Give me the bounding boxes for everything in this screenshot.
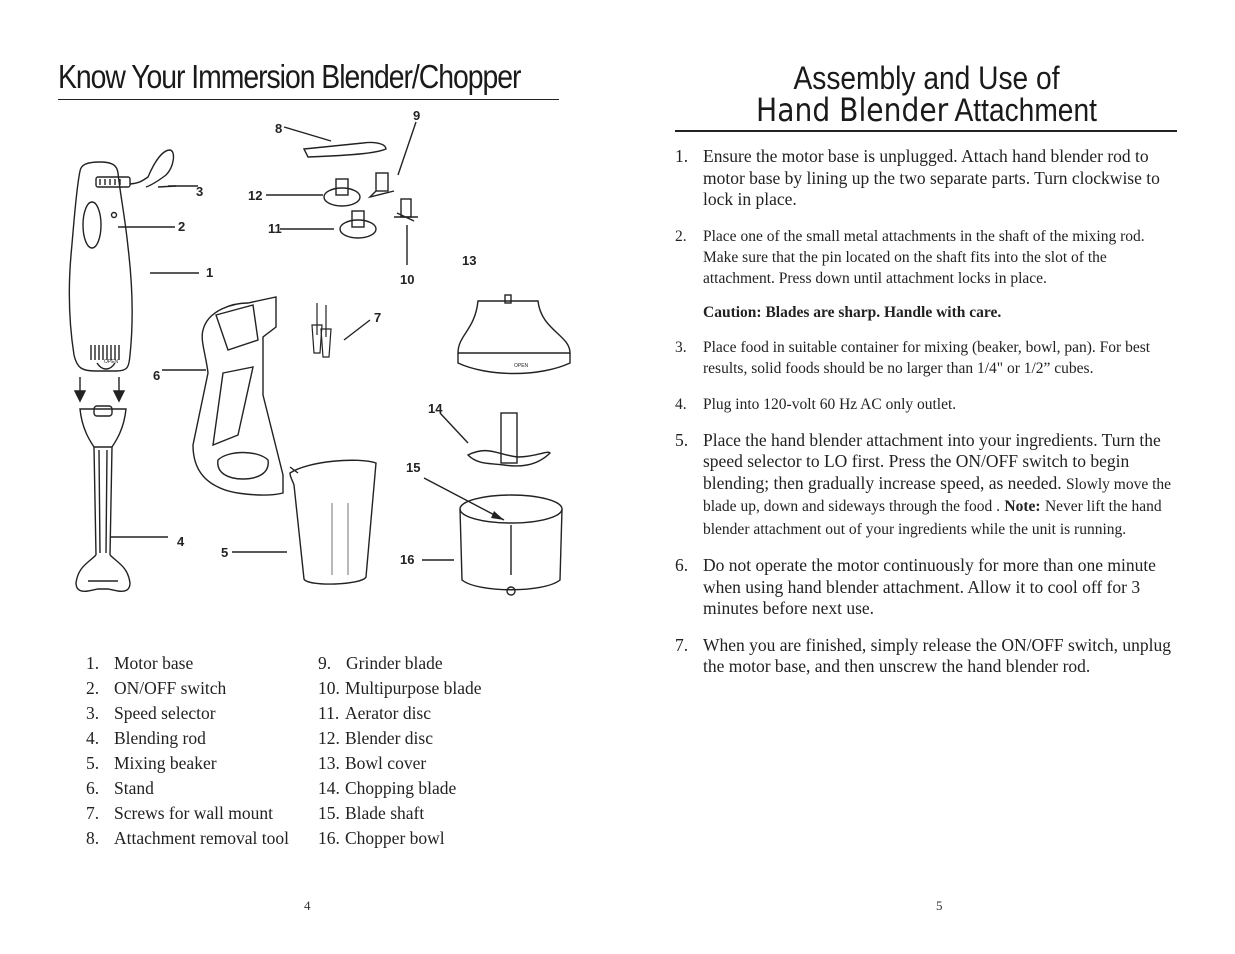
list-item: 4. Blending rod bbox=[86, 728, 206, 748]
screws-illustration bbox=[312, 303, 331, 357]
callout-14: 14 bbox=[428, 401, 443, 416]
list-item: 6. Stand bbox=[86, 778, 154, 798]
stand-illustration bbox=[193, 297, 283, 495]
callout-13: 13 bbox=[462, 253, 477, 268]
list-item: 4. Plug into 120-volt 60 Hz AC only outlet. bbox=[675, 395, 957, 413]
list-item: 7. Screws for wall mount bbox=[86, 803, 273, 823]
aerator-disc-illustration bbox=[340, 211, 376, 238]
title-rule bbox=[675, 130, 1177, 132]
attachment-tool-illustration bbox=[304, 142, 386, 157]
callout-12: 12 bbox=[248, 188, 263, 203]
callout-10: 10 bbox=[400, 272, 415, 287]
motor-open-text: OPEN bbox=[104, 359, 119, 365]
callout-9: 9 bbox=[413, 108, 421, 123]
callout-arrow-15 bbox=[424, 478, 504, 520]
callout-2: 2 bbox=[178, 219, 186, 234]
callout-11: 11 bbox=[268, 221, 282, 236]
page-title-emphasis: Hand Blender bbox=[756, 91, 949, 129]
page-number: 5 bbox=[936, 898, 943, 913]
callout-5: 5 bbox=[221, 545, 229, 560]
motor-base-illustration bbox=[69, 150, 176, 371]
list-item: 7. When you are finished, simply release the ON/OFF switch, unplug the motor base, and then unscrew the hand blender rod. bbox=[675, 634, 1172, 676]
arrows bbox=[75, 377, 124, 401]
blender-disc-illustration bbox=[324, 179, 360, 206]
list-item: 2. Place one of the small metal attachments in the shaft of the mixing rod. Make sure that the pin located on the shaft fits into the slot of the attachment. Press down until attachment locks in place. bbox=[675, 227, 1145, 287]
page-title-line-1: Assembly and Use of bbox=[793, 60, 1060, 96]
list-item: 16. Chopper bowl bbox=[318, 828, 445, 848]
list-item: 12. Blender disc bbox=[318, 728, 433, 748]
bowl-cover-illustration bbox=[458, 295, 570, 374]
chopping-blade-illustration bbox=[468, 413, 550, 466]
list-item: 6. Do not operate the motor continuously for more than one minute when using hand blender attachment. Allow it to cool off for 3 minutes before next use. bbox=[675, 555, 1156, 618]
list-item: 5. Mixing beaker bbox=[86, 753, 217, 773]
page-title-line-2: Hand Blender Attachment bbox=[756, 91, 1097, 129]
callout-4: 4 bbox=[177, 534, 185, 549]
list-item: 1. Ensure the motor base is unplugged. Attach hand blender rod to motor base by lining up the two separate parts. Turn clockwise to lock in place. bbox=[675, 146, 1160, 209]
page-number: 4 bbox=[304, 898, 311, 913]
caution-text: Caution: Blades are sharp. Handle with care. bbox=[703, 303, 1002, 321]
callout-15: 15 bbox=[406, 460, 421, 475]
callout-8: 8 bbox=[275, 121, 283, 136]
list-item: 3. Speed selector bbox=[86, 703, 216, 723]
chopper-bowl-illustration bbox=[460, 495, 562, 595]
list-item: 15. Blade shaft bbox=[318, 803, 425, 823]
parts-diagram bbox=[58, 105, 588, 605]
list-item: 10. Multipurpose blade bbox=[318, 678, 482, 698]
list-item: 13. Bowl cover bbox=[318, 753, 427, 773]
grinder-blade-illustration bbox=[370, 173, 394, 197]
list-item: 2. ON/OFF switch bbox=[86, 678, 227, 698]
list-item: 11. Aerator disc bbox=[318, 703, 432, 723]
parts-list-right bbox=[318, 651, 482, 851]
list-item: 1. Motor base bbox=[86, 653, 194, 673]
list-item: 9. Grinder blade bbox=[318, 653, 443, 673]
beaker-illustration bbox=[290, 460, 376, 584]
callout-1: 1 bbox=[206, 265, 214, 280]
title-rule bbox=[58, 99, 559, 100]
callout-7: 7 bbox=[374, 310, 382, 325]
list-item: 5. Place the hand blender attachment into your ingredients. Turn the speed selector to LO first. Press the ON/OFF switch to begin blending; then gradually increase speed, as needed. Slowly move the blade up, down and sideways through the food . Note: Never lift the hand blender attachment out of your ingredients while the unit is running. bbox=[675, 429, 1172, 538]
parts-list-left bbox=[86, 651, 289, 851]
note-label: Note: bbox=[1004, 498, 1041, 515]
bowl-cover-open-text: OPEN bbox=[514, 363, 529, 369]
left-page bbox=[0, 0, 617, 954]
callout-3: 3 bbox=[196, 184, 204, 199]
instruction-list bbox=[675, 146, 1180, 678]
callout-16: 16 bbox=[400, 552, 415, 567]
page-title: Know Your Immersion Blender/Chopper bbox=[58, 58, 521, 95]
multipurpose-blade-illustration bbox=[394, 199, 418, 221]
callout-6: 6 bbox=[153, 368, 161, 383]
list-item: 8. Attachment removal tool bbox=[86, 828, 289, 848]
list-item: 14. Chopping blade bbox=[318, 778, 457, 798]
blending-rod-illustration bbox=[76, 406, 130, 591]
list-item: 3. Place food in suitable container for mixing (beaker, bowl, pan). For best results, solid foods should be no larger than 1/4" or 1/2” cubes. bbox=[675, 338, 1151, 377]
